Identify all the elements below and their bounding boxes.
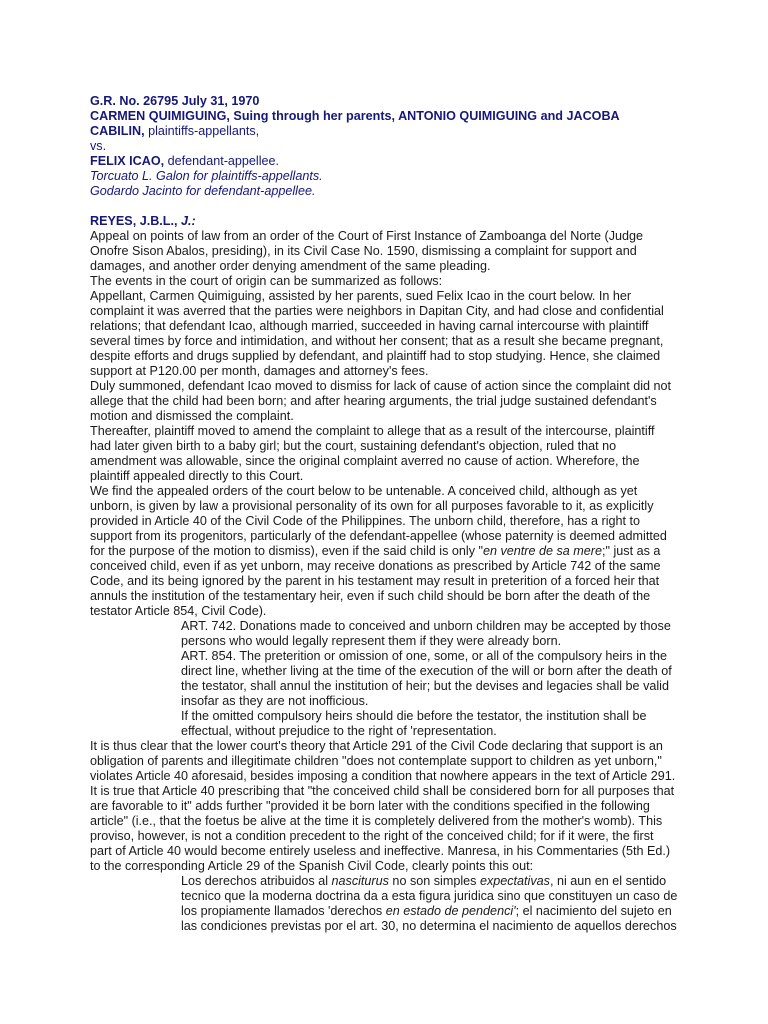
opinion-author [90,214,682,229]
text-run: ; el nacimiento del sujeto en [515,904,672,918]
text-line: ART. 742. Donations made to conceived and unborn children may be accepted by those [181,619,671,633]
text-line: proviso, however, is not a condition precedent to the right of the conceived child; for if it were, the first [90,829,654,843]
text-line: It is true that Article 40 prescribing that "the conceived child shall be considered born for all purposes that [90,784,675,798]
text-line: We find the appealed orders of the court below to be untenable. A conceived child, although as yet [90,484,638,498]
counsel-defendant: Godardo Jacinto for defendant-appellee. [90,184,316,198]
text-line [181,904,682,919]
spanish-term: en estado de pendenci' [385,904,516,918]
text-line: annuls the institution of the testamentary heir, even if such child should be born after the death of the [90,589,651,603]
text-line: Onofre Sison Abalos, presiding), in its Civil Case No. 1590, dismissing a complaint for support and [90,244,637,258]
text-run: , ni aun en el sentido [549,874,667,888]
text-line: to the corresponding Article 29 of the Spanish Civil Code, clearly points this out: [90,859,534,873]
text-line: part of Article 40 would become entirely useless and ineffective. Manresa, in his Commentaries (5th Ed.) [90,844,671,858]
text-line: complaint it was averred that the parties were neighbors in Dapitan City, and had close and confidential [90,304,664,318]
text-line: tecnico que la moderna doctrina da a esta figura juridica sino que constituyen un caso de [181,889,678,903]
text-line: If the omitted compulsory heirs should die before the testator, the institution shall be [181,709,647,723]
paragraph-ruling [90,484,682,619]
text-line: motion and dismissed the complaint. [90,409,294,423]
text-line [181,874,682,889]
text-line: allege that the child had been born; and after hearing arguments, the trial judge sustained defendant's [90,394,657,408]
plaintiffs-line-1: CARMEN QUIMIGUING, Suing through her parents, ANTONIO QUIMIGUING and JACOBA [90,109,620,123]
text-line: relations; that defendant Icao, although married, succeeded in having carnal intercourse with plaintiff [90,319,649,333]
defendant-role: defendant-appellee. [164,154,280,168]
text-run: Los derechos atribuidos al [181,874,332,888]
text-line: effectual, without prejudice to the right of 'representation. [181,724,497,738]
text-line: despite efforts and drugs supplied by defendant, and plaintiff had to stop studying. Hence, she claimed [90,349,661,363]
text-line: It is thus clear that the lower court's theory that Article 291 of the Civil Code declaring that support is an [90,739,663,753]
text-line: Code, and its being ignored by the parent in his testament may result in preterition of a forced heir that [90,574,660,588]
text-line: Appeal on points of law from an order of the Court of First Instance of Zamboanga del Norte (Judge [90,229,644,243]
text-line: support from its progenitors, particularly of the defendant-appellee (whose paternity is deemed admitted [90,529,667,543]
text-line: persons who would legally represent them if they were already born. [181,634,562,648]
text-line: obligation of parents and illegitimate children "does not contemplate support to children as yet unborn," [90,754,662,768]
text-line: The events in the court of origin can be summarized as follows: [90,274,443,288]
text-line [90,544,682,559]
counsel-plaintiffs: Torcuato L. Galon for plaintiffs-appellants. [90,169,323,183]
text-run: no son simples [388,874,480,888]
text-line: the testator, shall annul the institution of heir; but the devises and legacies shall be valid [181,679,669,693]
text-line: unborn, is given by law a provisional personality of its own for all purposes favorable to it, as explicitly [90,499,654,513]
author-name: REYES, J.B.L., [90,214,181,228]
paragraph-amendment [90,424,682,484]
defendant-name: FELIX ICAO, [90,154,165,168]
text-line: support at P120.00 per month, damages and attorney's fees. [90,364,429,378]
text-run: for the purpose of the motion to dismiss), even if the said child is only " [90,544,483,558]
text-line: insofar as they are not inofficious. [181,694,369,708]
case-number: G.R. No. 26795 July 31, 1970 [90,94,260,108]
paragraph-complaint [90,289,682,379]
text-line: conceived child, even if as yet unborn, may receive donations as prescribed by Article 742 of the same [90,559,661,573]
quoted-article-742 [90,619,682,649]
document-page [90,94,682,934]
quoted-article-854 [90,649,682,739]
text-line: damages, and another order denying amendment of the same pleading. [90,259,491,273]
author-title: J.: [180,214,196,228]
plaintiffs-name: CABILIN, [90,124,145,138]
case-header [90,94,682,199]
text-line: ART. 854. The preterition or omission of one, some, or all of the compulsory heirs in the [181,649,668,663]
text-line: plaintiff appealed directly to this Court. [90,469,304,483]
text-line: Appellant, Carmen Quimiguing, assisted by her parents, sued Felix Icao in the court below. In her [90,289,632,303]
plaintiffs-line-2 [90,124,682,139]
paragraph-appeal [90,229,682,274]
paragraph-motion-dismiss [90,379,682,424]
text-line: several times by force and intimidation, and without her consent; that as a result she became pregnant, [90,334,664,348]
text-line: violates Article 40 aforesaid, besides imposing a condition that nowhere appears in the text of Article 291. [90,769,676,783]
paragraph-article-291 [90,739,682,874]
text-line: are favorable to it" adds further "provided it be born later with the conditions specified in the following [90,799,650,813]
text-line: las condiciones previstas por el art. 30, no determina el nacimiento de aquellos derechos [181,919,677,933]
quoted-manresa [90,874,682,934]
paragraph-events [90,274,682,289]
plaintiffs-role: plaintiffs-appellants, [144,124,260,138]
text-line: Duly summoned, defendant Icao moved to dismiss for lack of cause of action since the complaint did not [90,379,672,393]
text-line: had later given birth to a baby girl; but the court, sustaining defendant's objection, ruled that no [90,439,617,453]
text-line: direct line, whether living at the time of the execution of the will or born after the death of [181,664,672,678]
text-line: provided in Article 40 of the Civil Code of the Philippines. The unborn child, therefore, has a right to [90,514,641,528]
latin-term: nasciturus [331,874,389,888]
text-line: testator Article 854, Civil Code). [90,604,267,618]
latin-phrase: en ventre de sa mere [482,544,602,558]
text-line: article" (i.e., that the foetus be alive at the time it is completely delivered from the mother's womb). This [90,814,663,828]
text-run: los propiamente llamados 'derechos [181,904,386,918]
text-run: ;" just as a [602,544,661,558]
defendant-line [90,154,682,169]
text-line: amendment was allowable, since the original complaint averred no cause of action. Wherefore, the [90,454,640,468]
spanish-term: expectativas [479,874,550,888]
text-line: Thereafter, plaintiff moved to amend the complaint to allege that as a result of the intercourse, plaintiff [90,424,655,438]
versus: vs. [90,139,107,153]
